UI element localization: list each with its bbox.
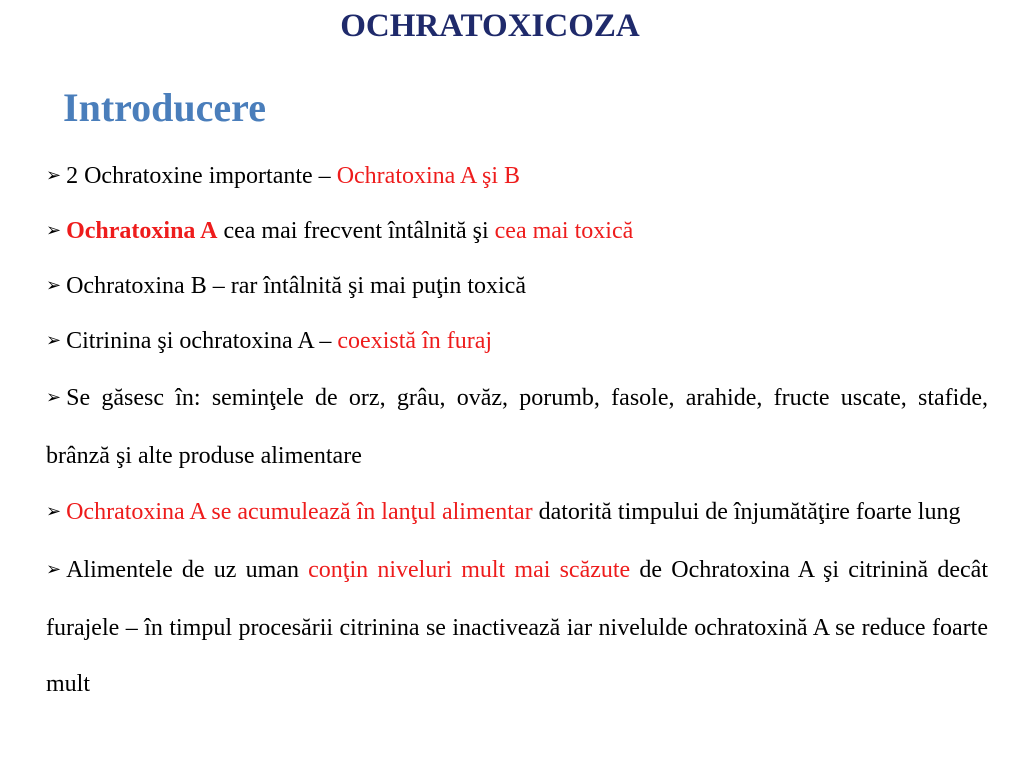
bullet-highlight: cea mai toxică <box>494 218 634 244</box>
section-heading: Introducere <box>63 85 266 130</box>
arrow-bullet-icon: ➢ <box>46 501 62 522</box>
arrow-bullet-icon: ➢ <box>46 165 62 186</box>
bullet-item-6 <box>46 484 988 542</box>
bullet-item-1 <box>46 158 988 196</box>
arrow-bullet-icon: ➢ <box>46 275 62 296</box>
bullet-text: Alimentele de uz uman <box>66 557 309 583</box>
bullet-text: datorită timpului de înjumătăţire foarte lung <box>532 499 961 525</box>
bullet-item-2 <box>46 213 988 251</box>
bullet-text: 2 Ochratoxine importante – <box>66 163 337 189</box>
bullet-highlight: coexistă în furaj <box>337 328 493 354</box>
arrow-bullet-icon: ➢ <box>46 559 62 580</box>
bullet-text: de Ochratoxina A şi citrinină decât furajele – în timpul procesării citrinina se inactivează iar nivelulde ochratoxină A se reduce foarte mult <box>46 557 988 697</box>
arrow-bullet-icon: ➢ <box>46 220 62 241</box>
arrow-bullet-icon: ➢ <box>46 330 62 351</box>
bullet-text: Se găsesc în: seminţele de orz, grâu, ovăz, porumb, fasole, arahide, fructe uscate, stafide, brânză şi alte produse alimentare <box>46 385 988 469</box>
bullet-highlight: Ochratoxina A se acumulează în lanţul alimentar <box>66 499 533 525</box>
bullet-highlight: Ochratoxina A şi B <box>336 163 521 189</box>
bullet-item-5 <box>46 370 988 484</box>
bullet-list <box>46 158 988 712</box>
bullet-item-3 <box>46 268 988 306</box>
arrow-bullet-icon: ➢ <box>46 387 62 408</box>
bullet-highlight-bold: Ochratoxina A <box>66 218 218 244</box>
bullet-item-7 <box>46 542 988 712</box>
bullet-highlight: conţin niveluri mult mai scăzute <box>308 557 631 583</box>
slide-title: OCHRATOXICOZA <box>340 8 640 44</box>
bullet-text: Ochratoxina B – rar întâlnită şi mai puţin toxică <box>66 273 526 299</box>
bullet-text: Citrinina şi ochratoxina A – <box>66 328 338 354</box>
bullet-text: cea mai frecvent întâlnită şi <box>217 218 495 244</box>
bullet-item-4 <box>46 323 988 361</box>
